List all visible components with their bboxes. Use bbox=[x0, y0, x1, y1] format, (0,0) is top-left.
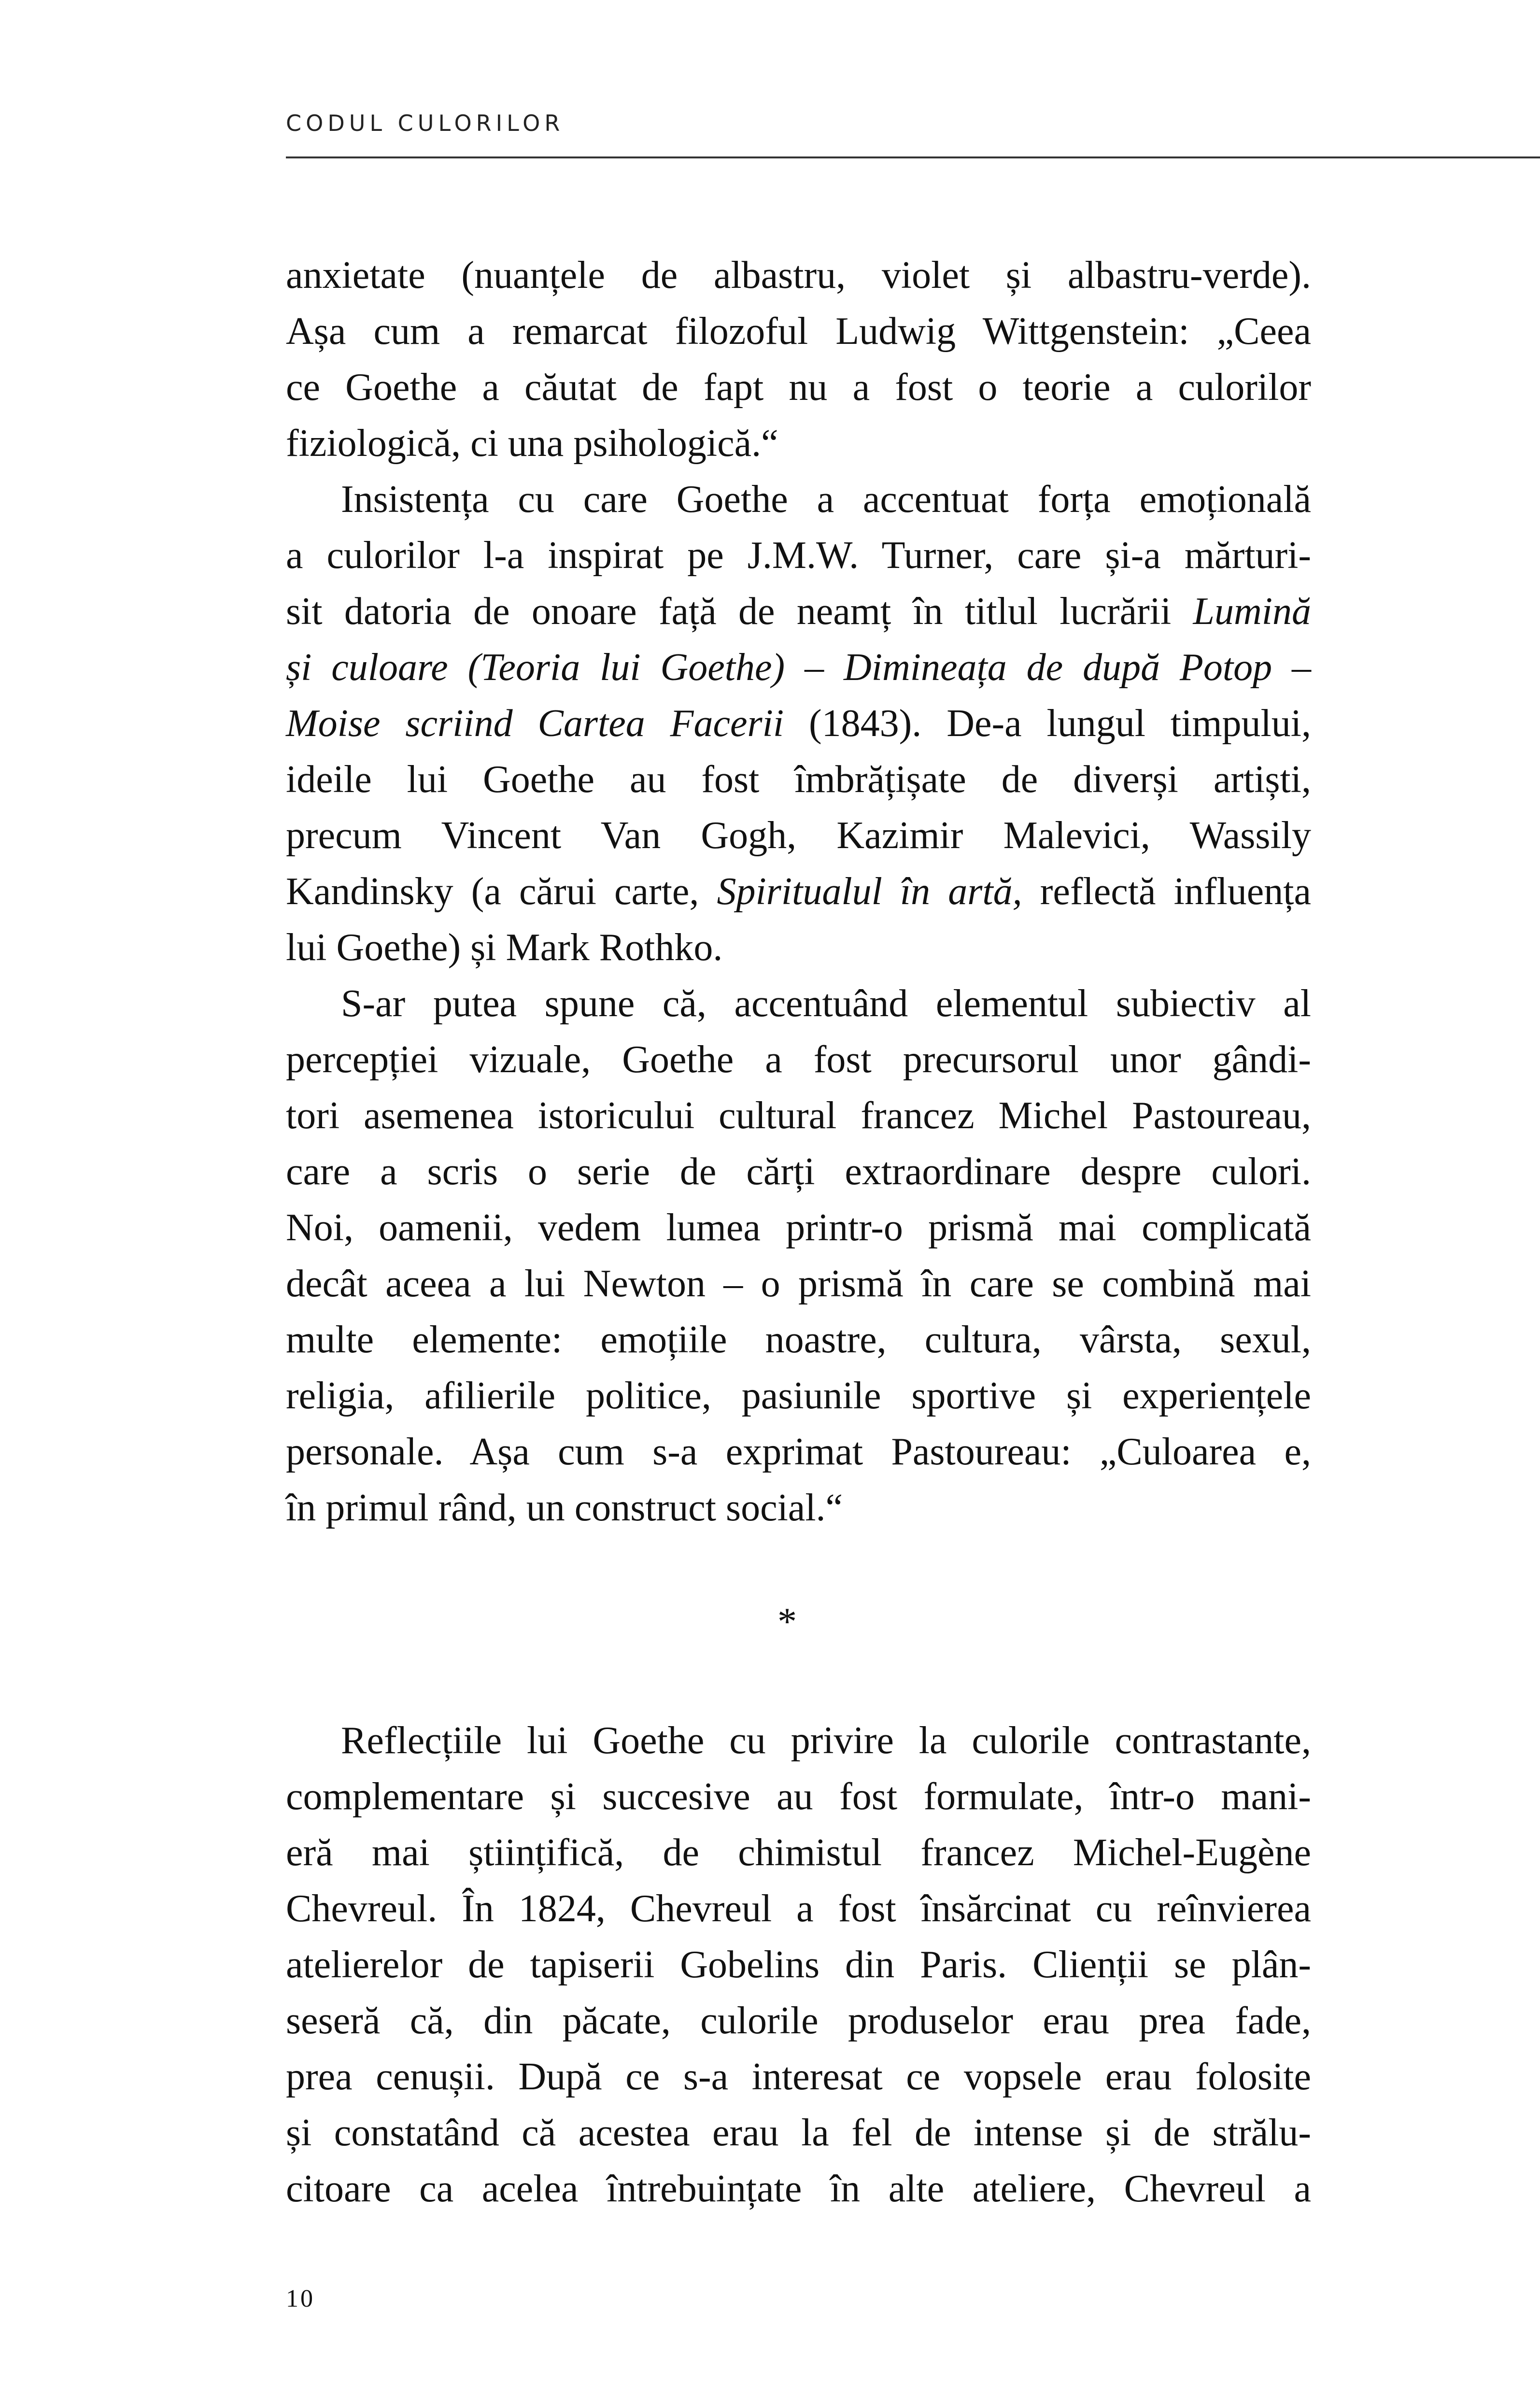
text-segment: anxietate (nuanțele de albastru, violet și albastru-verde). bbox=[286, 254, 1311, 297]
text-segment: (1843). De-a lungul timpului, bbox=[784, 702, 1312, 745]
text-line bbox=[286, 1312, 1311, 1368]
paragraph bbox=[286, 471, 1311, 976]
text-line bbox=[286, 1088, 1311, 1144]
text-segment: decât aceea a lui Newton – o prismă în care se combină mai bbox=[286, 1262, 1311, 1305]
text-segment: personale. Așa cum s-a exprimat Pastoureau: „Culoarea e, bbox=[286, 1431, 1311, 1473]
text-line bbox=[286, 2105, 1311, 2161]
paragraph bbox=[286, 1713, 1311, 2217]
text-line bbox=[286, 1424, 1311, 1480]
text-line bbox=[286, 527, 1311, 583]
text-segment: reflectă influența bbox=[1022, 870, 1311, 913]
running-header: CODUL CULORILOR bbox=[286, 110, 565, 136]
italic-title-text: și culoare (Teoria lui Goethe) – Dimineața de după Potop – bbox=[286, 646, 1311, 689]
text-segment: Chevreul. În 1824, Chevreul a fost însărcinat cu reînvierea bbox=[286, 1887, 1311, 1930]
text-segment: citoare ca acelea întrebuințate în alte ateliere, Chevreul a bbox=[286, 2168, 1311, 2210]
text-segment: sit datoria de onoare față de neamț în titlul lucrării bbox=[286, 590, 1193, 633]
page-number: 10 bbox=[286, 2285, 315, 2312]
text-segment: în primul rând, un construct social.“ bbox=[286, 1487, 843, 1529]
text-segment: atelierelor de tapiserii Gobelins din Paris. Clienții se plân- bbox=[286, 1943, 1311, 1986]
text-segment: tori asemenea istoricului cultural francez Michel Pastoureau, bbox=[286, 1094, 1311, 1137]
text-line bbox=[286, 1713, 1311, 1769]
text-line bbox=[286, 1825, 1311, 1881]
text-line bbox=[286, 471, 1311, 527]
text-line bbox=[286, 808, 1311, 864]
text-line bbox=[286, 1480, 1311, 1536]
text-segment: și constatând că acestea erau la fel de intense și de strălu- bbox=[286, 2112, 1311, 2154]
text-segment: Insistența cu care Goethe a accentuat forța emoțională bbox=[341, 478, 1311, 521]
text-segment: precum Vincent Van Gogh, Kazimir Malevici, Wassily bbox=[286, 814, 1311, 857]
text-line bbox=[286, 2161, 1311, 2217]
text-segment: ideile lui Goethe au fost îmbrățișate de diverși artiști, bbox=[286, 758, 1311, 801]
text-line bbox=[286, 1937, 1311, 1993]
text-line bbox=[286, 1256, 1311, 1312]
paragraph bbox=[286, 247, 1311, 471]
text-segment: Reflecțiile lui Goethe cu privire la culorile contrastante, bbox=[341, 1719, 1311, 1762]
text-segment: Așa cum a remarcat filozoful Ludwig Wittgenstein: „Ceea bbox=[286, 310, 1311, 353]
text-line bbox=[286, 415, 1311, 471]
italic-title-text: Lumină bbox=[1193, 590, 1311, 633]
text-line bbox=[286, 639, 1311, 695]
text-line bbox=[286, 1769, 1311, 1825]
text-segment: care a scris o serie de cărți extraordinare despre culori. bbox=[286, 1150, 1311, 1193]
text-line bbox=[286, 695, 1311, 751]
text-line bbox=[286, 359, 1311, 415]
italic-title-text: Spiritualul în artă, bbox=[717, 870, 1022, 913]
text-segment: Kandinsky (a cărui carte, bbox=[286, 870, 717, 913]
text-segment: prea cenușii. După ce s-a interesat ce vopsele erau folosite bbox=[286, 2056, 1311, 2098]
text-segment: complementare și succesive au fost formulate, într-o mani- bbox=[286, 1775, 1311, 1818]
text-segment: a culorilor l-a inspirat pe J.M.W. Turner, care și-a mărturi- bbox=[286, 534, 1311, 577]
text-line bbox=[286, 1032, 1311, 1088]
paragraph bbox=[286, 976, 1311, 1536]
text-line bbox=[286, 1881, 1311, 1937]
text-line bbox=[286, 303, 1311, 359]
text-line bbox=[286, 976, 1311, 1032]
text-line bbox=[286, 1993, 1311, 2049]
text-segment: Noi, oamenii, vedem lumea printr-o prismă mai complicată bbox=[286, 1206, 1311, 1249]
section-break: * bbox=[777, 1601, 797, 1643]
text-line bbox=[286, 751, 1311, 808]
text-line bbox=[286, 583, 1311, 639]
text-segment: ce Goethe a căutat de fapt nu a fost o teorie a culorilor bbox=[286, 366, 1311, 409]
text-segment: multe elemente: emoțiile noastre, cultura, vârsta, sexul, bbox=[286, 1319, 1311, 1361]
italic-title-text: Moise scriind Cartea Facerii bbox=[286, 702, 784, 745]
text-line bbox=[286, 1368, 1311, 1424]
text-segment: lui Goethe) și Mark Rothko. bbox=[286, 926, 723, 969]
text-segment: fiziologică, ci una psihologică.“ bbox=[286, 422, 778, 465]
text-line bbox=[286, 920, 1311, 976]
text-line bbox=[286, 2049, 1311, 2105]
text-line bbox=[286, 247, 1311, 303]
text-segment: seseră că, din păcate, culorile produselor erau prea fade, bbox=[286, 1999, 1311, 2042]
text-line bbox=[286, 1144, 1311, 1200]
text-segment: percepției vizuale, Goethe a fost precursorul unor gândi- bbox=[286, 1038, 1311, 1081]
text-segment: eră mai științifică, de chimistul francez Michel-Eugène bbox=[286, 1831, 1311, 1874]
text-line bbox=[286, 864, 1311, 920]
text-line bbox=[286, 1200, 1311, 1256]
text-segment: religia, afilierile politice, pasiunile sportive și experiențele bbox=[286, 1375, 1311, 1417]
header-rule bbox=[286, 156, 1540, 158]
text-segment: S-ar putea spune că, accentuând elementul subiectiv al bbox=[341, 982, 1311, 1025]
